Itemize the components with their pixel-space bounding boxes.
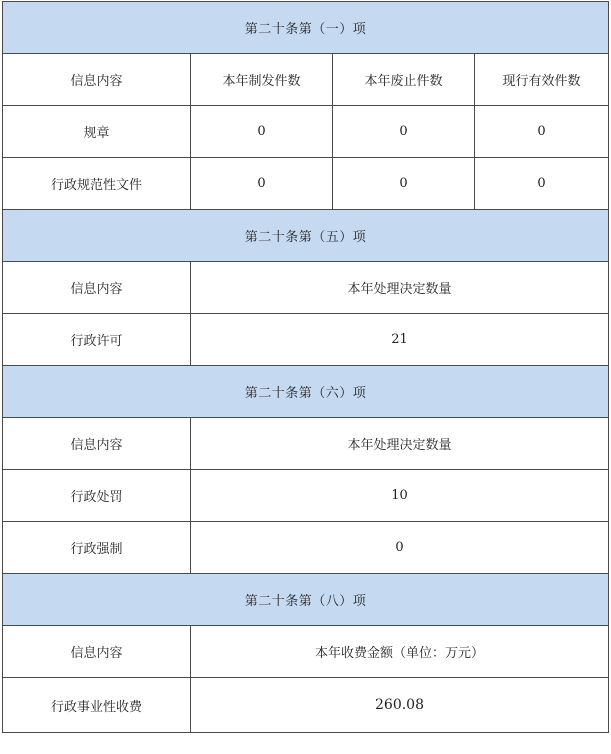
section-header-row xyxy=(3,574,609,626)
disclosure-table-container xyxy=(2,1,608,733)
column-header-row xyxy=(3,626,609,678)
table-row xyxy=(3,314,609,366)
cell-value: 21 xyxy=(191,314,609,366)
row-label: 行政处罚 xyxy=(3,470,191,522)
cell-value: 0 xyxy=(191,158,333,210)
column-header-row xyxy=(3,262,609,314)
table-row xyxy=(3,158,609,210)
column-header: 本年废止件数 xyxy=(333,54,475,106)
table-row xyxy=(3,106,609,158)
row-label: 行政强制 xyxy=(3,522,191,574)
row-label: 行政规范性文件 xyxy=(3,158,191,210)
section-title: 第二十条第（一）项 xyxy=(3,2,609,54)
table-row xyxy=(3,678,609,733)
disclosure-table xyxy=(2,1,609,733)
section-header-row xyxy=(3,2,609,54)
column-header: 本年处理决定数量 xyxy=(191,262,609,314)
column-header: 信息内容 xyxy=(3,262,191,314)
row-label: 行政许可 xyxy=(3,314,191,366)
table-row xyxy=(3,522,609,574)
section-header-row xyxy=(3,210,609,262)
cell-value: 0 xyxy=(191,106,333,158)
cell-value: 0 xyxy=(191,522,609,574)
column-header: 本年处理决定数量 xyxy=(191,418,609,470)
column-header: 本年收费金额（单位：万元） xyxy=(191,626,609,678)
column-header-row xyxy=(3,418,609,470)
cell-value: 0 xyxy=(475,158,609,210)
row-label: 规章 xyxy=(3,106,191,158)
column-header: 本年制发件数 xyxy=(191,54,333,106)
section-title: 第二十条第（八）项 xyxy=(3,574,609,626)
cell-value: 0 xyxy=(333,158,475,210)
column-header: 信息内容 xyxy=(3,54,191,106)
section-header-row xyxy=(3,366,609,418)
row-label: 行政事业性收费 xyxy=(3,678,191,733)
column-header-row xyxy=(3,54,609,106)
cell-value: 10 xyxy=(191,470,609,522)
cell-value: 0 xyxy=(333,106,475,158)
section-title: 第二十条第（六）项 xyxy=(3,366,609,418)
section-title: 第二十条第（五）项 xyxy=(3,210,609,262)
cell-value: 0 xyxy=(475,106,609,158)
cell-value: 260.08 xyxy=(191,678,609,733)
table-row xyxy=(3,470,609,522)
column-header: 信息内容 xyxy=(3,418,191,470)
column-header: 信息内容 xyxy=(3,626,191,678)
column-header: 现行有效件数 xyxy=(475,54,609,106)
